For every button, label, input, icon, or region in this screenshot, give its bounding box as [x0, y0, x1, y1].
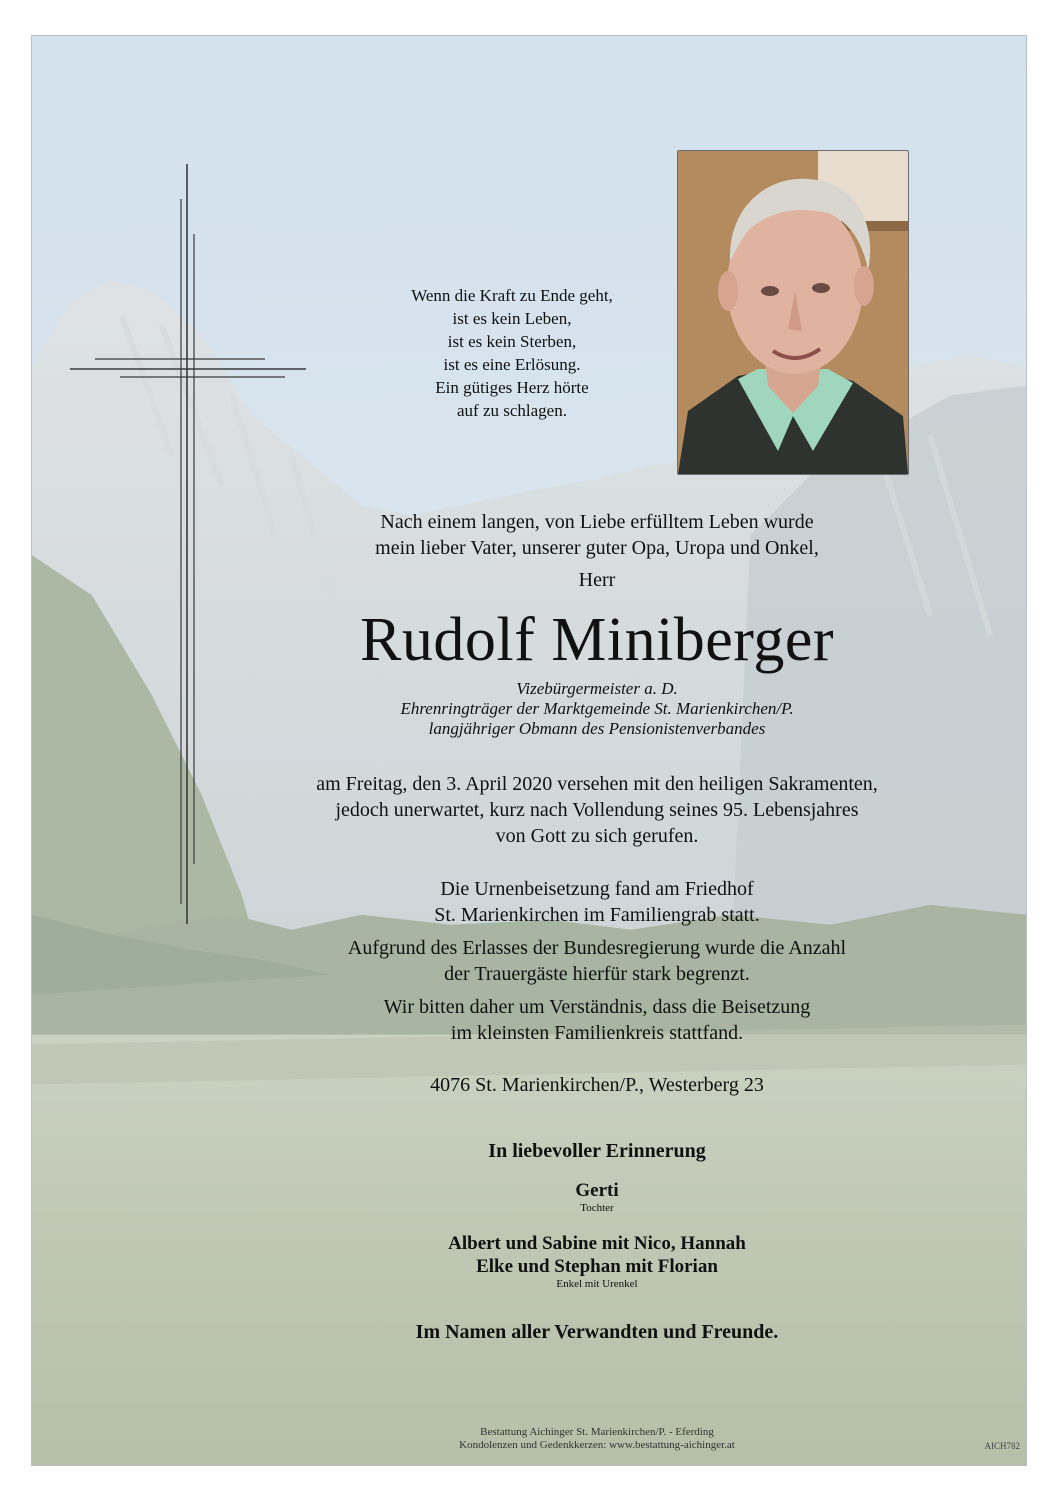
- poem: [362, 284, 662, 422]
- salutation: Herr: [578, 569, 616, 591]
- title-line: Vizebürgermeister a. D.: [516, 679, 678, 698]
- poem-line: ist es kein Sterben,: [447, 332, 577, 351]
- death-line: am Freitag, den 3. April 2020 versehen mit den heiligen Sakramenten,: [316, 773, 878, 795]
- honorary-titles: [252, 679, 942, 739]
- portrait-photo: [677, 150, 909, 475]
- burial-line: im kleinsten Familienkreis stattfand.: [450, 1022, 744, 1044]
- address: 4076 St. Marienkirchen/P., Westerberg 23: [430, 1074, 764, 1096]
- memory-heading: In liebevoller Erinnerung: [488, 1140, 706, 1162]
- poem-line: Wenn die Kraft zu Ende geht,: [411, 286, 613, 305]
- burial-paragraph: [232, 935, 962, 987]
- funeral-home-footer: [252, 1426, 942, 1452]
- mourner-name: Elke und Stephan mit Florian: [476, 1256, 718, 1277]
- obituary-card: [31, 35, 1027, 1466]
- burial-line: der Trauergäste hierfür stark begrenzt.: [444, 963, 750, 985]
- intro-line: Nach einem langen, von Liebe erfülltem Leben wurde: [380, 511, 814, 533]
- burial-paragraph: [232, 994, 962, 1046]
- burial-line: Aufgrund des Erlasses der Bundesregierung wurde die Anzahl: [347, 937, 847, 959]
- portrait-illustration: [678, 151, 908, 474]
- death-line: von Gott zu sich gerufen.: [495, 825, 699, 847]
- burial-line: St. Marienkirchen im Familiengrab statt.: [434, 904, 760, 926]
- title-line: Ehrenringträger der Marktgemeinde St. Marienkirchen/P.: [400, 699, 794, 718]
- footer-line: Kondolenzen und Gedenkkerzen: www.bestattung-aichinger.at: [459, 1439, 735, 1451]
- intro-text: [252, 509, 942, 561]
- death-line: jedoch unerwartet, kurz nach Vollendung seines 95. Lebensjahres: [335, 799, 859, 821]
- burial-line: Die Urnenbeisetzung fand am Friedhof: [440, 878, 754, 900]
- mourner-name: Gerti: [575, 1180, 619, 1201]
- burial-info: [232, 876, 962, 1053]
- poem-line: Ein gütiges Herz hörte: [435, 378, 589, 397]
- closing-line: Im Namen aller Verwandten und Freunde.: [415, 1321, 779, 1343]
- footer-line: Bestattung Aichinger St. Marienkirchen/P. - Eferding: [480, 1426, 714, 1438]
- mourner-relation: Tochter: [580, 1202, 614, 1214]
- burial-line: Wir bitten daher um Verständnis, dass die Beisetzung: [383, 996, 811, 1018]
- mourner-name: Albert und Sabine mit Nico, Hannah: [448, 1233, 746, 1254]
- mourner-group: [252, 1179, 942, 1215]
- burial-paragraph: [232, 876, 962, 928]
- document-code: AICH782: [984, 1441, 1020, 1451]
- poem-line: ist es eine Erlösung.: [443, 355, 581, 374]
- mourner-relation: Enkel mit Urenkel: [556, 1278, 638, 1290]
- intro-line: mein lieber Vater, unserer guter Opa, Uropa und Onkel,: [375, 537, 819, 559]
- poem-line: auf zu schlagen.: [457, 401, 567, 420]
- death-notice: [232, 771, 962, 849]
- title-line: langjähriger Obmann des Pensionistenverbandes: [428, 719, 766, 738]
- mourner-group: [252, 1232, 942, 1291]
- deceased-name: Rudolf Miniberger: [359, 606, 834, 674]
- poem-line: ist es kein Leben,: [452, 309, 572, 328]
